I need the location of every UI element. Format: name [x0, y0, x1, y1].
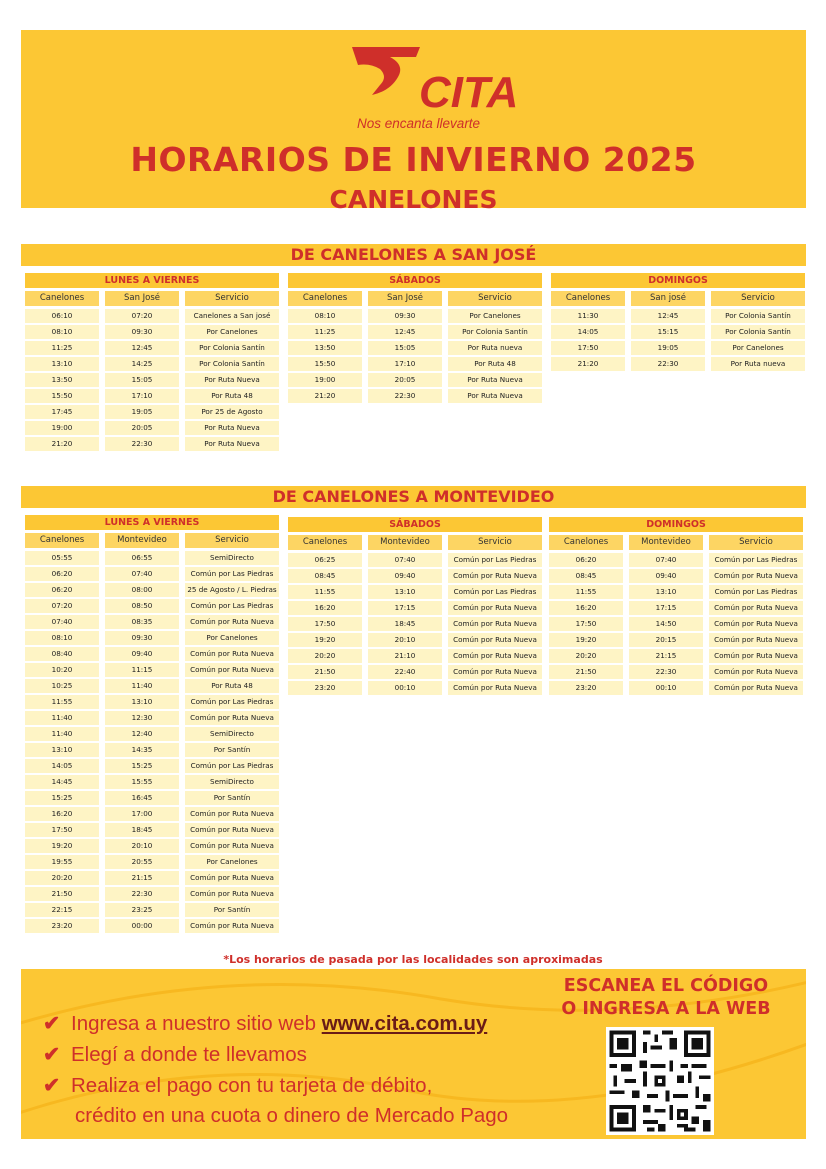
bullet-payment-text: Realiza el pago con tu tarjeta de débito,: [71, 1074, 433, 1097]
service-cell: Común por Ruta Nueva: [709, 633, 803, 647]
arrival-time-cell: 20:05: [105, 421, 179, 435]
service-cell: SemiDirecto: [185, 727, 279, 741]
checkmark-icon: ✔: [43, 1043, 61, 1066]
arrival-time-cell: 00:00: [105, 919, 179, 933]
service-cell: Por Ruta 48: [448, 357, 542, 371]
service-cell: Común por Ruta Nueva: [185, 871, 279, 885]
route-title-san-jose: DE CANELONES A SAN JOSÉ: [21, 244, 806, 266]
service-cell: Común por Ruta Nueva: [448, 617, 542, 631]
table-heading-montevideo-saturdays: SÁBADOS: [288, 517, 542, 532]
departure-time-cell: 17:50: [25, 823, 99, 837]
departure-time-cell: 14:05: [25, 759, 99, 773]
service-cell: Común por Ruta Nueva: [185, 663, 279, 677]
service-cell: Por Canelones: [711, 341, 805, 355]
departure-time-cell: 20:20: [288, 649, 362, 663]
departure-time-cell: 21:50: [25, 887, 99, 901]
arrival-time-cell: 12:30: [105, 711, 179, 725]
arrival-time-cell: 17:15: [629, 601, 703, 615]
departure-time-cell: 19:00: [288, 373, 362, 387]
departure-time-cell: 11:30: [551, 309, 625, 323]
qr-code-icon[interactable]: [606, 1027, 714, 1135]
service-cell: Común por Ruta Nueva: [185, 919, 279, 933]
arrival-time-cell: 09:40: [105, 647, 179, 661]
column-header: Montevideo: [629, 535, 703, 550]
service-cell: Común por Las Piedras: [448, 585, 542, 599]
footer-banner: [21, 969, 806, 1139]
column-header: Montevideo: [105, 533, 179, 548]
arrival-time-cell: 17:10: [105, 389, 179, 403]
service-cell: Común por Ruta Nueva: [709, 649, 803, 663]
departure-time-cell: 11:55: [288, 585, 362, 599]
service-cell: Común por Ruta Nueva: [448, 601, 542, 615]
arrival-time-cell: 20:10: [368, 633, 442, 647]
arrival-time-cell: 12:45: [368, 325, 442, 339]
service-cell: Por Ruta nueva: [711, 357, 805, 371]
column-header: Servicio: [711, 291, 805, 306]
departure-time-cell: 10:25: [25, 679, 99, 693]
departure-time-cell: 15:25: [25, 791, 99, 805]
arrival-time-cell: 22:40: [368, 665, 442, 679]
departure-time-cell: 08:40: [25, 647, 99, 661]
departure-time-cell: 08:10: [288, 309, 362, 323]
arrival-time-cell: 15:55: [105, 775, 179, 789]
service-cell: Común por Ruta Nueva: [448, 665, 542, 679]
service-cell: Común por Ruta Nueva: [448, 569, 542, 583]
service-cell: Común por Ruta Nueva: [448, 681, 542, 695]
arrival-time-cell: 20:15: [629, 633, 703, 647]
arrival-time-cell: 12:45: [105, 341, 179, 355]
departure-time-cell: 11:25: [25, 341, 99, 355]
service-cell: Común por Ruta Nueva: [185, 647, 279, 661]
departure-time-cell: 21:50: [549, 665, 623, 679]
table-heading-montevideo-weekdays: LUNES A VIERNES: [25, 515, 279, 530]
arrival-time-cell: 09:30: [105, 631, 179, 645]
service-cell: Común por Ruta Nueva: [185, 807, 279, 821]
arrival-time-cell: 18:45: [105, 823, 179, 837]
table-heading-montevideo-sundays: DOMINGOS: [549, 517, 803, 532]
service-cell: Común por Ruta Nueva: [185, 711, 279, 725]
service-cell: Común por Las Piedras: [185, 599, 279, 613]
departure-time-cell: 17:45: [25, 405, 99, 419]
service-cell: Por Ruta Nueva: [185, 437, 279, 451]
arrival-time-cell: 18:45: [368, 617, 442, 631]
arrival-time-cell: 09:40: [368, 569, 442, 583]
service-cell: Común por Ruta Nueva: [448, 649, 542, 663]
arrival-time-cell: 22:30: [629, 665, 703, 679]
departure-time-cell: 08:45: [549, 569, 623, 583]
service-cell: Por 25 de Agosto: [185, 405, 279, 419]
service-cell: Por Colonia Santín: [711, 325, 805, 339]
service-cell: Común por Ruta Nueva: [709, 601, 803, 615]
arrival-time-cell: 19:05: [105, 405, 179, 419]
website-link[interactable]: www.cita.com.uy: [321, 1012, 488, 1035]
service-cell: Común por Las Piedras: [185, 759, 279, 773]
arrival-time-cell: 12:40: [105, 727, 179, 741]
departure-time-cell: 19:20: [288, 633, 362, 647]
departure-time-cell: 19:20: [549, 633, 623, 647]
arrival-time-cell: 14:35: [105, 743, 179, 757]
column-header: Servicio: [448, 291, 542, 306]
column-header: Canelones: [25, 533, 99, 548]
service-cell: Por Ruta nueva: [448, 341, 542, 355]
bullet-payment-continued: crédito en una cuota o dinero de Mercado Pago: [75, 1104, 509, 1127]
route-title-montevideo: DE CANELONES A MONTEVIDEO: [21, 486, 806, 508]
arrival-time-cell: 22:30: [105, 887, 179, 901]
arrival-time-cell: 09:40: [629, 569, 703, 583]
service-cell: Común por Las Piedras: [185, 695, 279, 709]
departure-time-cell: 11:40: [25, 727, 99, 741]
page-subtitle: CANELONES: [329, 185, 498, 214]
service-cell: Por Canelones: [185, 855, 279, 869]
arrival-time-cell: 00:10: [368, 681, 442, 695]
arrival-time-cell: 22:30: [631, 357, 705, 371]
column-header: Servicio: [185, 291, 279, 306]
table-heading-san-jose-weekdays: LUNES A VIERNES: [25, 273, 279, 288]
bullet-destination: [43, 1042, 307, 1067]
service-cell: Por Colonia Santín: [185, 357, 279, 371]
arrival-time-cell: 00:10: [629, 681, 703, 695]
service-cell: Por Canelones: [185, 631, 279, 645]
service-cell: Común por Las Piedras: [185, 567, 279, 581]
checkmark-icon: ✔: [43, 1012, 61, 1035]
service-cell: Común por Ruta Nueva: [709, 665, 803, 679]
service-cell: SemiDirecto: [185, 775, 279, 789]
column-header: Canelones: [288, 535, 362, 550]
service-cell: Por Canelones: [185, 325, 279, 339]
arrival-time-cell: 12:45: [631, 309, 705, 323]
service-cell: Canelones a San josé: [185, 309, 279, 323]
arrival-time-cell: 19:05: [631, 341, 705, 355]
header-banner: [21, 30, 806, 214]
column-header: Montevideo: [368, 535, 442, 550]
arrival-time-cell: 13:10: [368, 585, 442, 599]
departure-time-cell: 20:20: [549, 649, 623, 663]
service-cell: Común por Ruta Nueva: [709, 617, 803, 631]
arrival-time-cell: 08:50: [105, 599, 179, 613]
service-cell: Por Ruta 48: [185, 389, 279, 403]
arrival-time-cell: 07:40: [629, 553, 703, 567]
table-heading-san-jose-sundays: DOMINGOS: [551, 273, 805, 288]
departure-time-cell: 21:20: [551, 357, 625, 371]
column-header: Canelones: [288, 291, 362, 306]
arrival-time-cell: 21:10: [368, 649, 442, 663]
column-header: Servicio: [185, 533, 279, 548]
approximate-times-note: *Los horarios de pasada por las localidades son aproximadas: [223, 953, 603, 966]
service-cell: Común por Ruta Nueva: [709, 681, 803, 695]
departure-time-cell: 11:55: [25, 695, 99, 709]
service-cell: Por Canelones: [448, 309, 542, 323]
scan-cta: [531, 975, 801, 1021]
service-cell: Común por Ruta Nueva: [448, 633, 542, 647]
departure-time-cell: 13:50: [25, 373, 99, 387]
table-heading-san-jose-saturdays: SÁBADOS: [288, 273, 542, 288]
departure-time-cell: 13:50: [288, 341, 362, 355]
bullet-website: [43, 1011, 487, 1036]
arrival-time-cell: 09:30: [368, 309, 442, 323]
arrival-time-cell: 16:45: [105, 791, 179, 805]
service-cell: Común por Ruta Nueva: [185, 823, 279, 837]
scan-line-2: O INGRESA A LA WEB: [561, 999, 771, 1019]
arrival-time-cell: 20:05: [368, 373, 442, 387]
arrival-time-cell: 07:40: [368, 553, 442, 567]
logo-wordmark: CITA: [419, 68, 519, 117]
departure-time-cell: 16:20: [25, 807, 99, 821]
departure-time-cell: 21:50: [288, 665, 362, 679]
service-cell: Común por Ruta Nueva: [185, 615, 279, 629]
departure-time-cell: 06:20: [25, 583, 99, 597]
departure-time-cell: 23:20: [288, 681, 362, 695]
column-header: San José: [105, 291, 179, 306]
bullet-payment: [43, 1073, 432, 1098]
arrival-time-cell: 13:10: [629, 585, 703, 599]
departure-time-cell: 20:20: [25, 871, 99, 885]
service-cell: Común por Las Piedras: [709, 553, 803, 567]
departure-time-cell: 19:00: [25, 421, 99, 435]
arrival-time-cell: 13:10: [105, 695, 179, 709]
service-cell: 25 de Agosto / L. Piedras: [185, 583, 279, 597]
departure-time-cell: 11:40: [25, 711, 99, 725]
arrival-time-cell: 21:15: [105, 871, 179, 885]
departure-time-cell: 06:25: [288, 553, 362, 567]
arrival-time-cell: 14:50: [629, 617, 703, 631]
arrival-time-cell: 15:25: [105, 759, 179, 773]
departure-time-cell: 17:50: [551, 341, 625, 355]
departure-time-cell: 21:20: [288, 389, 362, 403]
column-header: Canelones: [549, 535, 623, 550]
service-cell: Por Santín: [185, 791, 279, 805]
departure-time-cell: 22:15: [25, 903, 99, 917]
departure-time-cell: 19:55: [25, 855, 99, 869]
service-cell: Por Ruta 48: [185, 679, 279, 693]
arrival-time-cell: 22:30: [105, 437, 179, 451]
departure-time-cell: 13:10: [25, 743, 99, 757]
column-header: San José: [368, 291, 442, 306]
scan-line-1: ESCANEA EL CÓDIGO: [563, 976, 769, 996]
departure-time-cell: 06:10: [25, 309, 99, 323]
service-cell: Por Ruta Nueva: [448, 389, 542, 403]
departure-time-cell: 06:20: [25, 567, 99, 581]
departure-time-cell: 19:20: [25, 839, 99, 853]
arrival-time-cell: 07:40: [105, 567, 179, 581]
arrival-time-cell: 17:15: [368, 601, 442, 615]
service-cell: Por Ruta Nueva: [448, 373, 542, 387]
checkmark-icon: ✔: [43, 1074, 61, 1097]
service-cell: Común por Ruta Nueva: [185, 887, 279, 901]
departure-time-cell: 23:20: [549, 681, 623, 695]
departure-time-cell: 21:20: [25, 437, 99, 451]
service-cell: Por Santín: [185, 743, 279, 757]
service-cell: Común por Las Piedras: [448, 553, 542, 567]
departure-time-cell: 06:20: [549, 553, 623, 567]
page-title: HORARIOS DE INVIERNO 2025: [130, 140, 697, 179]
service-cell: Común por Ruta Nueva: [185, 839, 279, 853]
logo-tagline: Nos encanta llevarte: [357, 116, 481, 131]
departure-time-cell: 07:40: [25, 615, 99, 629]
departure-time-cell: 08:10: [25, 325, 99, 339]
arrival-time-cell: 06:55: [105, 551, 179, 565]
arrival-time-cell: 17:00: [105, 807, 179, 821]
service-cell: Por Colonia Santín: [448, 325, 542, 339]
arrival-time-cell: 11:15: [105, 663, 179, 677]
service-cell: Por Ruta Nueva: [185, 421, 279, 435]
departure-time-cell: 07:20: [25, 599, 99, 613]
arrival-time-cell: 20:10: [105, 839, 179, 853]
service-cell: Por Colonia Santín: [711, 309, 805, 323]
departure-time-cell: 11:55: [549, 585, 623, 599]
service-cell: Común por Las Piedras: [709, 585, 803, 599]
departure-time-cell: 17:50: [549, 617, 623, 631]
arrival-time-cell: 08:00: [105, 583, 179, 597]
arrival-time-cell: 15:15: [631, 325, 705, 339]
arrival-time-cell: 21:15: [629, 649, 703, 663]
departure-time-cell: 10:20: [25, 663, 99, 677]
departure-time-cell: 08:10: [25, 631, 99, 645]
bullet-destination-text: Elegí a donde te llevamos: [71, 1043, 307, 1066]
arrival-time-cell: 20:55: [105, 855, 179, 869]
arrival-time-cell: 15:05: [105, 373, 179, 387]
column-header: Canelones: [551, 291, 625, 306]
departure-time-cell: 15:50: [288, 357, 362, 371]
arrival-time-cell: 08:35: [105, 615, 179, 629]
departure-time-cell: 16:20: [549, 601, 623, 615]
departure-time-cell: 15:50: [25, 389, 99, 403]
service-cell: Por Ruta Nueva: [185, 373, 279, 387]
departure-time-cell: 05:55: [25, 551, 99, 565]
arrival-time-cell: 14:25: [105, 357, 179, 371]
column-header: Servicio: [448, 535, 542, 550]
arrival-time-cell: 23:25: [105, 903, 179, 917]
bullet-website-text: Ingresa a nuestro sitio web: [71, 1012, 322, 1035]
column-header: San josé: [631, 291, 705, 306]
arrival-time-cell: 17:10: [368, 357, 442, 371]
arrival-time-cell: 11:40: [105, 679, 179, 693]
service-cell: Común por Ruta Nueva: [709, 569, 803, 583]
departure-time-cell: 16:20: [288, 601, 362, 615]
column-header: Servicio: [709, 535, 803, 550]
service-cell: SemiDirecto: [185, 551, 279, 565]
arrival-time-cell: 09:30: [105, 325, 179, 339]
departure-time-cell: 13:10: [25, 357, 99, 371]
departure-time-cell: 11:25: [288, 325, 362, 339]
service-cell: Por Colonia Santín: [185, 341, 279, 355]
departure-time-cell: 14:05: [551, 325, 625, 339]
departure-time-cell: 08:45: [288, 569, 362, 583]
departure-time-cell: 17:50: [288, 617, 362, 631]
arrival-time-cell: 22:30: [368, 389, 442, 403]
departure-time-cell: 14:45: [25, 775, 99, 789]
service-cell: Por Santín: [185, 903, 279, 917]
departure-time-cell: 23:20: [25, 919, 99, 933]
arrival-time-cell: 15:05: [368, 341, 442, 355]
arrival-time-cell: 07:20: [105, 309, 179, 323]
column-header: Canelones: [25, 291, 99, 306]
